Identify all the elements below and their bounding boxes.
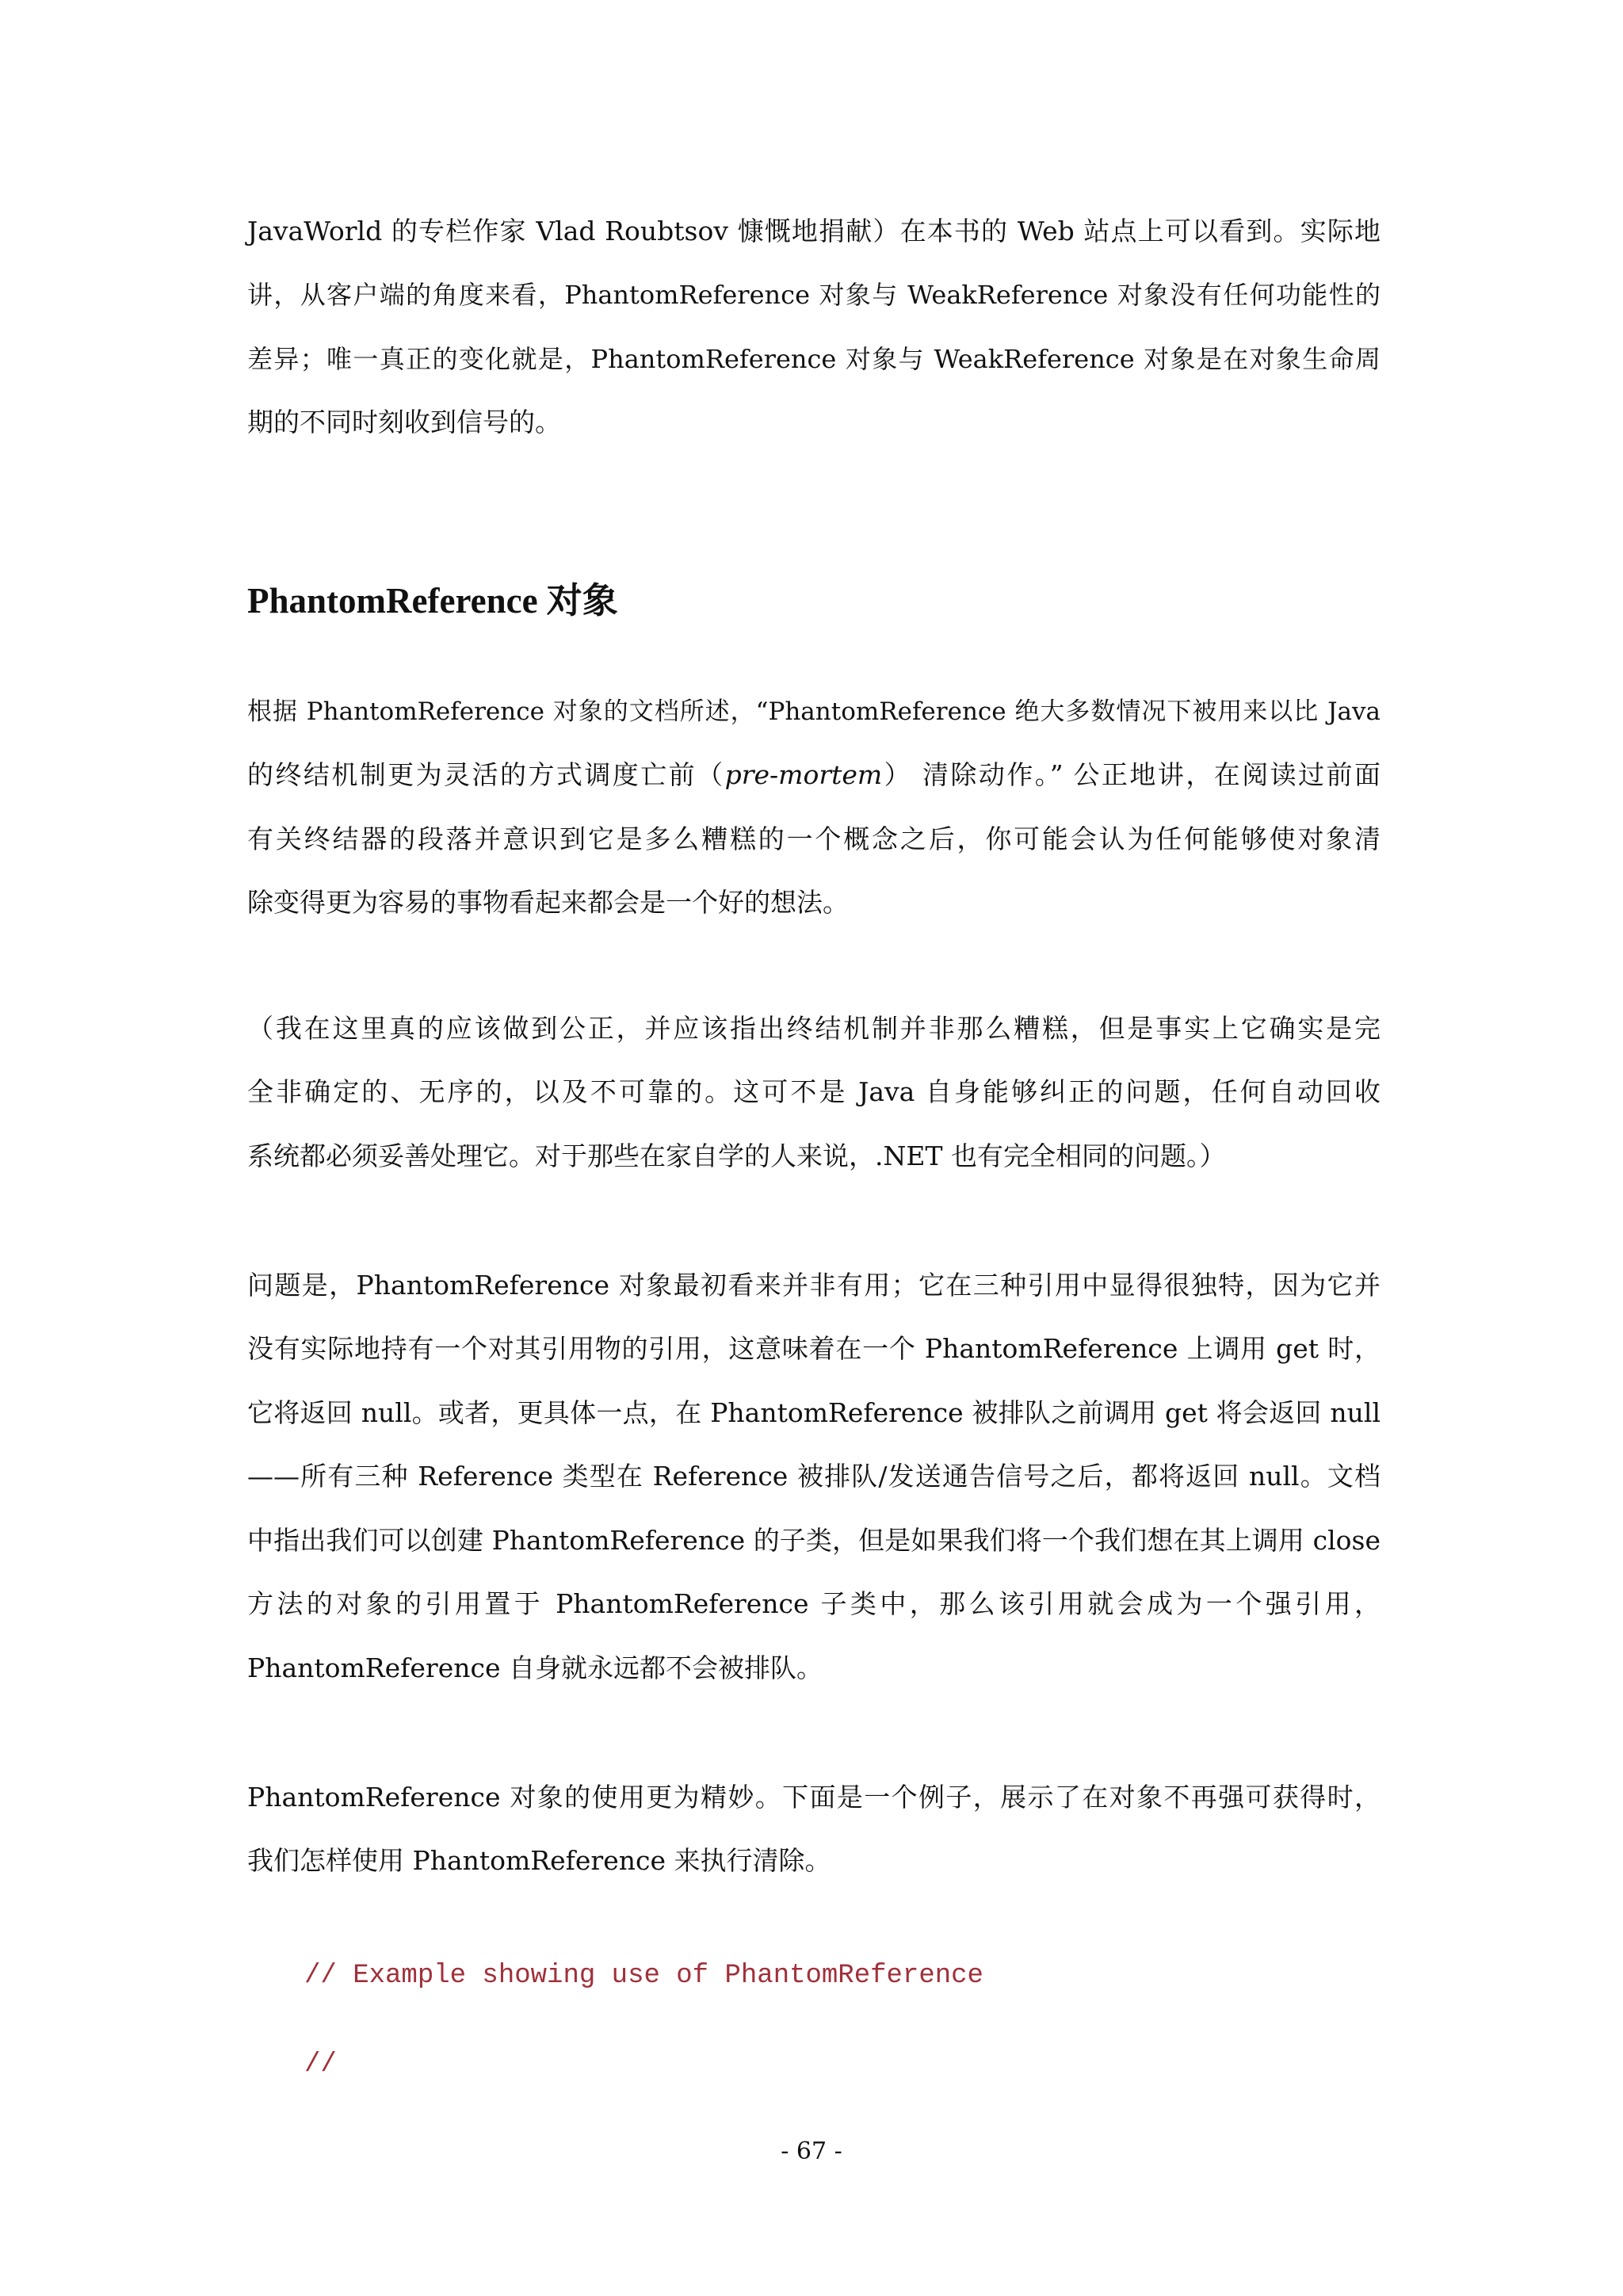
section-heading: PhantomReference 对象	[247, 581, 618, 621]
code-comment-line: // Example showing use of PhantomReference	[304, 1961, 983, 1991]
text-line: 它将返回 null。或者，更具体一点，在 PhantomReference 被排队之前调用 get 将会返回 null	[247, 1397, 1381, 1428]
text-line: JavaWorld 的专栏作家 Vlad Roubtsov 慷慨地捐献）在本书的 Web 站点上可以看到。实际地	[247, 216, 1381, 246]
text-line: 有关终结器的段落并意识到它是多么糟糕的一个概念之后，你可能会认为任何能够使对象清	[247, 823, 1381, 854]
text-line: 除变得更为容易的事物看起来都会是一个好的想法。	[247, 887, 849, 918]
text-line: 差异；唯一真正的变化就是，PhantomReference 对象与 WeakReference 对象是在对象生命周	[247, 344, 1381, 374]
text-line: 的终结机制更为灵活的方式调度亡前（pre-mortem） 清除动作。” 公正地讲，在阅读过前面	[247, 759, 1381, 790]
text-line: 系统都必须妥善处理它。对于那些在家自学的人来说，.NET 也有完全相同的问题。）	[247, 1140, 1226, 1171]
text-line: PhantomReference 自身就永远都不会被排队。	[247, 1652, 823, 1683]
text-line: 全非确定的、无序的，以及不可靠的。这可不是 Java 自身能够纠正的问题，任何自动回收	[247, 1076, 1381, 1107]
text-line: 根据 PhantomReference 对象的文档所述，“PhantomReference 绝大多数情况下被用来以比 Java	[247, 697, 1381, 726]
text-line: 讲，从客户端的角度来看，PhantomReference 对象与 WeakReference 对象没有任何功能性的	[247, 280, 1381, 310]
text-line: 期的不同时刻收到信号的。	[247, 407, 561, 437]
text-line: 我们怎样使用 PhantomReference 来执行清除。	[247, 1845, 831, 1876]
text-line: ——所有三种 Reference 类型在 Reference 被排队/发送通告信号之后，都将返回 null。文档	[247, 1461, 1381, 1492]
text-line: 方法的对象的引用置于 PhantomReference 子类中，那么该引用就会成为一个强引用，	[247, 1588, 1381, 1619]
code-comment-line: //	[304, 2050, 337, 2080]
text-line: 没有实际地持有一个对其引用物的引用，这意味着在一个 PhantomReference 上调用 get 时，	[247, 1333, 1381, 1364]
text-line: （我在这里真的应该做到公正，并应该指出终结机制并非那么糟糕，但是事实上它确实是完	[247, 1013, 1381, 1044]
page-number: - 67 -	[781, 2137, 842, 2165]
italic-term: pre-mortem	[724, 759, 883, 790]
text-line: PhantomReference 对象的使用更为精妙。下面是一个例子，展示了在对象不再强可获得时，	[247, 1782, 1381, 1813]
text-line: 中指出我们可以创建 PhantomReference 的子类，但是如果我们将一个我们想在其上调用 close	[247, 1525, 1381, 1556]
text-line: 问题是，PhantomReference 对象最初看来并非有用；它在三种引用中显得很独特，因为它并	[247, 1270, 1381, 1301]
